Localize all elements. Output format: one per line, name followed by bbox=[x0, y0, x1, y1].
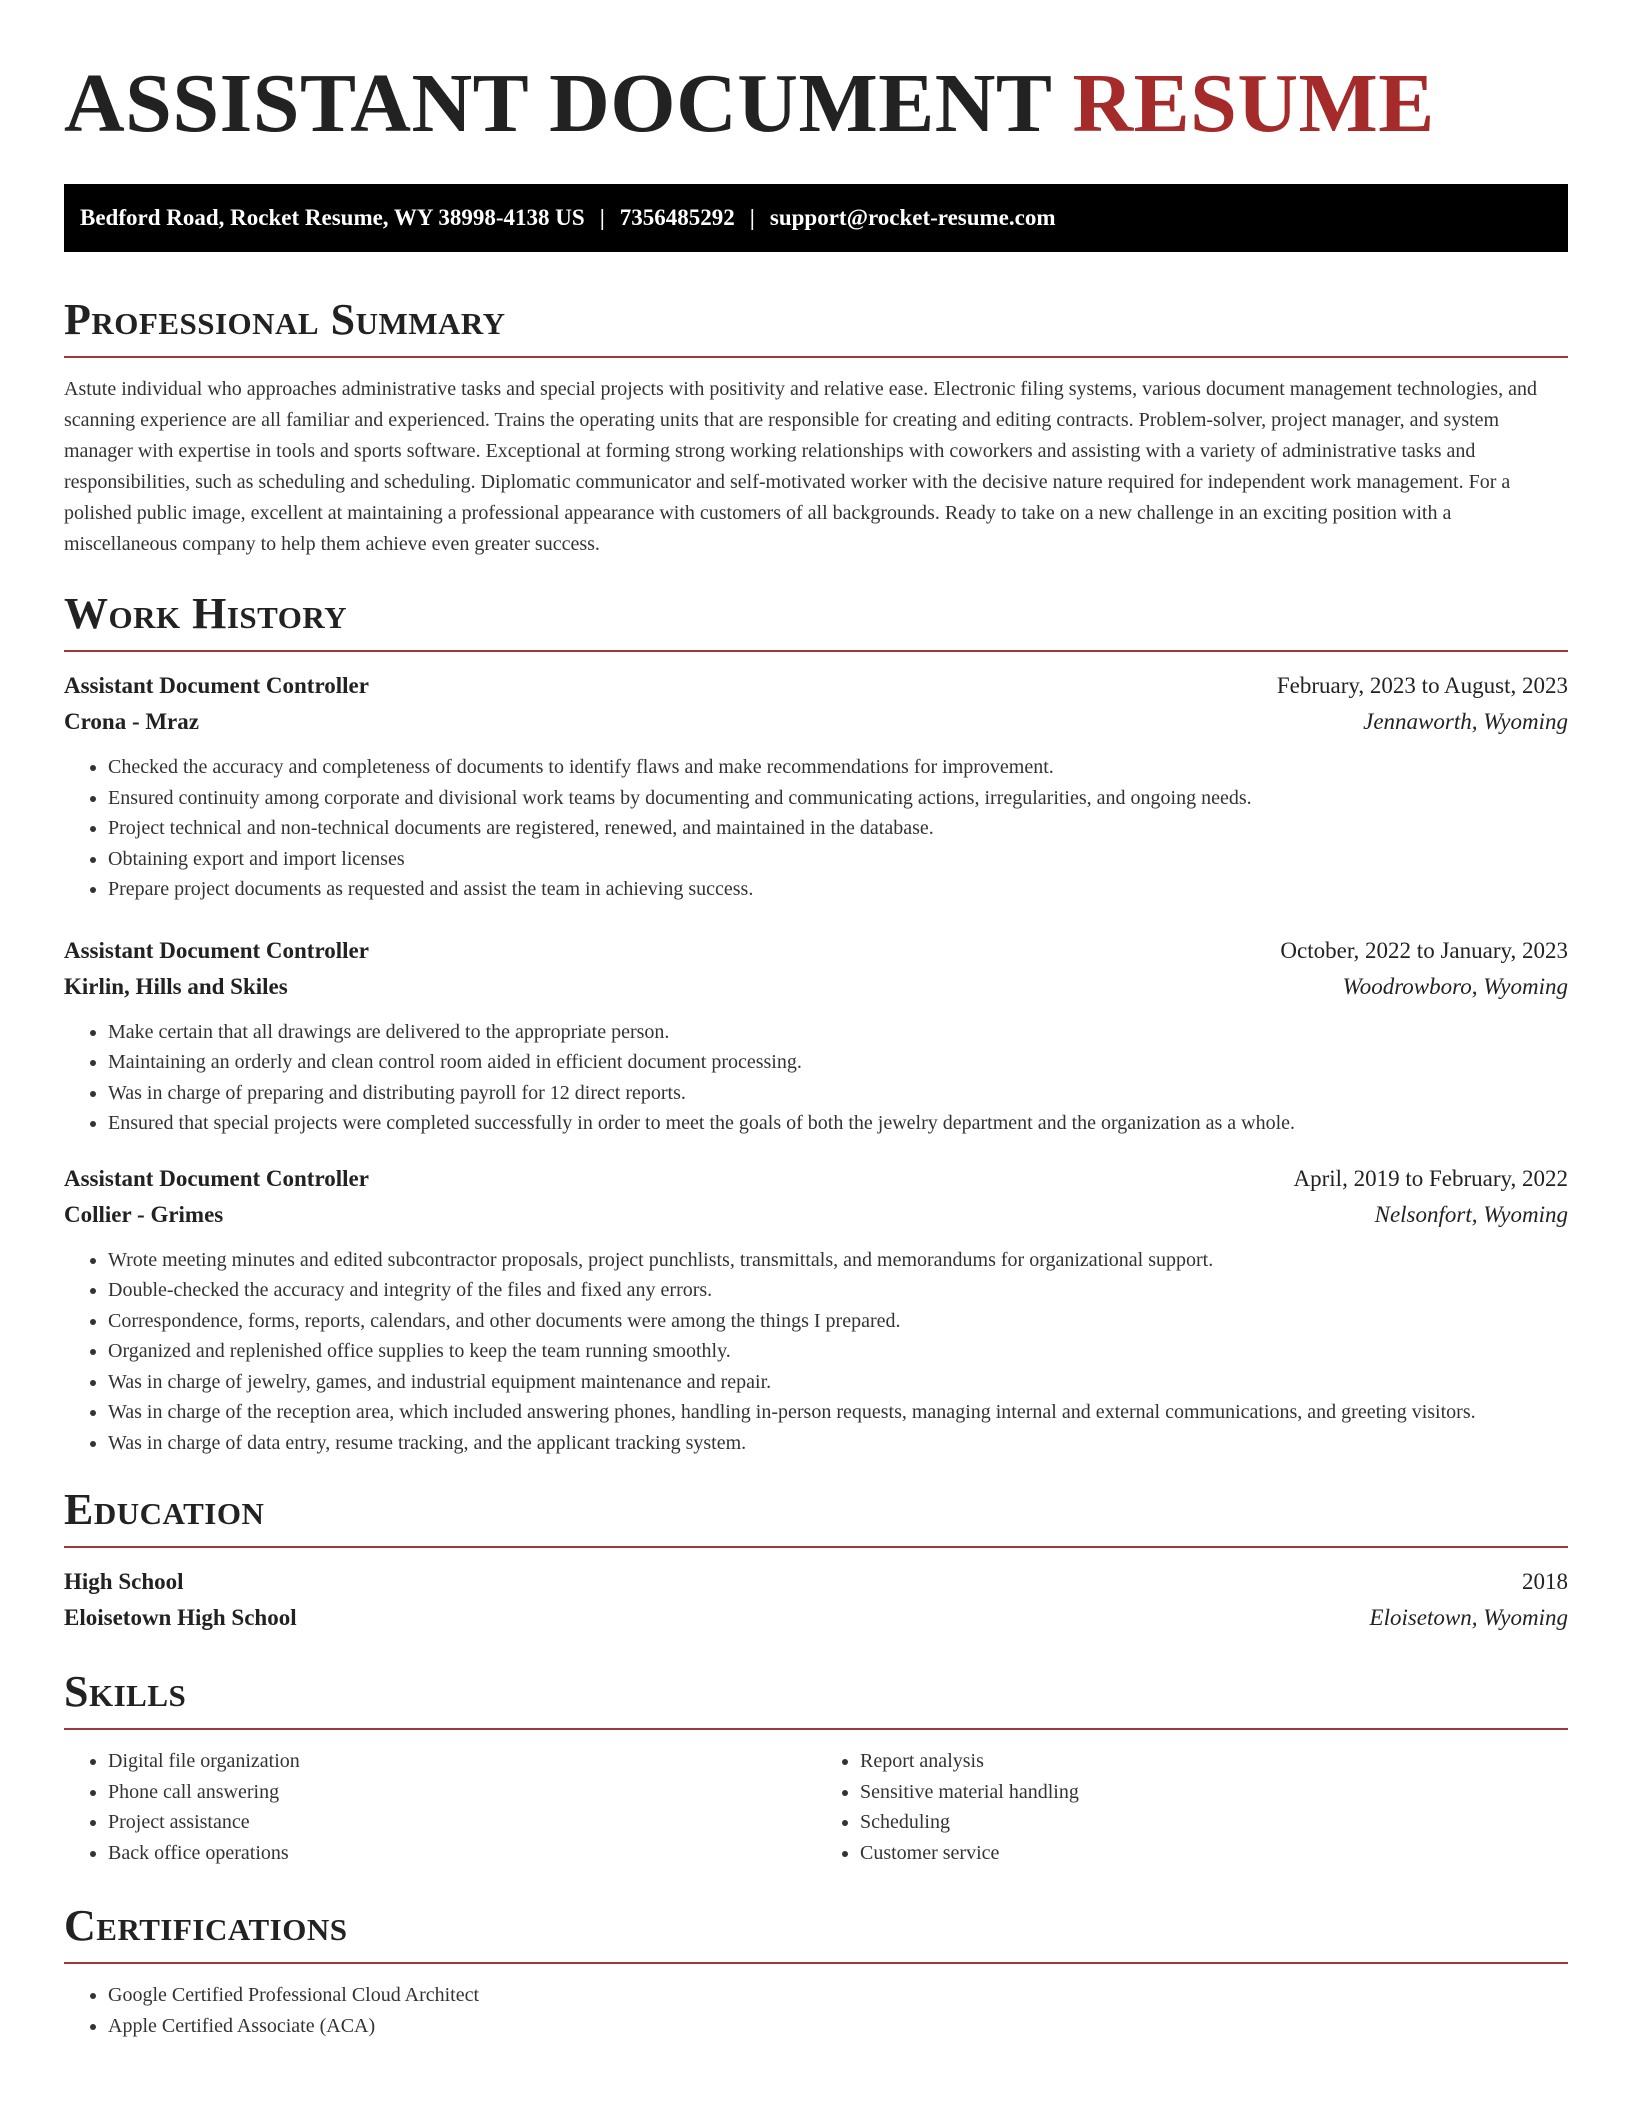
list-item: • Digital file organization bbox=[108, 1746, 816, 1777]
resume-title bbox=[64, 0, 1568, 150]
list-item: • Was in charge of the reception area, which included answering phones, handling in-person requests, managing internal and external communications, and greeting visitors. bbox=[108, 1397, 1568, 1428]
education-location: Eloisetown, Wyoming bbox=[1369, 1605, 1568, 1630]
list-item: • Was in charge of preparing and distributing payroll for 12 direct reports. bbox=[108, 1078, 1568, 1109]
title-main: ASSISTANT DOCUMENT bbox=[64, 57, 1051, 150]
skills-list bbox=[64, 1746, 1568, 1868]
phone: 7356485292 bbox=[619, 205, 735, 230]
education-heading: Education bbox=[64, 1485, 265, 1534]
job-entry bbox=[64, 933, 1568, 1139]
job-location: Jennaworth, Wyoming bbox=[1363, 709, 1568, 734]
work-history-heading: Work History bbox=[64, 589, 348, 638]
list-item: • Prepare project documents as requested and assist the team in achieving success. bbox=[108, 874, 1568, 905]
skills-column-right bbox=[816, 1746, 1568, 1868]
list-item: • Report analysis bbox=[860, 1746, 1568, 1777]
separator: | bbox=[599, 205, 605, 230]
list-item: • Ensured that special projects were completed successfully in order to meet the goals of both the jewelry department and the organization as a whole. bbox=[108, 1108, 1568, 1139]
resume-page bbox=[64, 0, 1568, 2041]
section-divider bbox=[64, 356, 1568, 358]
skills-column-left bbox=[64, 1746, 816, 1868]
list-item: • Sensitive material handling bbox=[860, 1777, 1568, 1808]
section-divider bbox=[64, 1962, 1568, 1964]
education-school: Eloisetown High School bbox=[64, 1605, 297, 1630]
education-header bbox=[64, 1564, 1568, 1600]
job-subheader bbox=[64, 969, 1568, 1005]
education-year: 2018 bbox=[1522, 1569, 1568, 1594]
list-item: • Project assistance bbox=[108, 1807, 816, 1838]
job-location: Nelsonfort, Wyoming bbox=[1374, 1201, 1568, 1227]
title-accent: RESUME bbox=[1072, 57, 1435, 150]
education-entry bbox=[64, 1564, 1568, 1636]
list-item: • Phone call answering bbox=[108, 1777, 816, 1808]
list-item: • Maintaining an orderly and clean control room aided in efficient document processing. bbox=[108, 1047, 1568, 1078]
list-item: • Obtaining export and import licenses bbox=[108, 844, 1568, 875]
list-item: • Was in charge of jewelry, games, and industrial equipment maintenance and repair. bbox=[108, 1367, 1568, 1398]
job-dates: April, 2019 to February, 2022 bbox=[1293, 1165, 1568, 1191]
list-item: • Customer service bbox=[860, 1838, 1568, 1869]
certifications-list bbox=[64, 1980, 1568, 2041]
job-company: Kirlin, Hills and Skiles bbox=[64, 973, 288, 999]
list-item: • Double-checked the accuracy and integrity of the files and fixed any errors. bbox=[108, 1275, 1568, 1306]
education-subheader bbox=[64, 1600, 1568, 1636]
job-dates: February, 2023 to August, 2023 bbox=[1276, 673, 1568, 698]
skills-heading: Skills bbox=[64, 1667, 187, 1716]
education-degree: High School bbox=[64, 1569, 184, 1594]
list-item: • Correspondence, forms, reports, calendars, and other documents were among the things I prepared. bbox=[108, 1306, 1568, 1337]
list-item: • Organized and replenished office supplies to keep the team running smoothly. bbox=[108, 1336, 1568, 1367]
email: support@rocket-resume.com bbox=[769, 205, 1056, 230]
job-company: Crona - Mraz bbox=[64, 709, 199, 734]
section-divider bbox=[64, 650, 1568, 652]
list-item: • Checked the accuracy and completeness of documents to identify flaws and make recommendations for improvement. bbox=[108, 752, 1568, 783]
list-item: • Project technical and non-technical documents are registered, renewed, and maintained in the database. bbox=[108, 813, 1568, 844]
certifications-heading: Certifications bbox=[64, 1901, 348, 1950]
section-divider bbox=[64, 1728, 1568, 1730]
list-item: • Wrote meeting minutes and edited subcontractor proposals, project punchlists, transmittals, and memorandums for organizational support. bbox=[108, 1245, 1568, 1276]
list-item: • Back office operations bbox=[108, 1838, 816, 1869]
job-subheader bbox=[64, 704, 1568, 740]
job-entry bbox=[64, 668, 1568, 905]
job-subheader bbox=[64, 1197, 1568, 1233]
job-entry bbox=[64, 1161, 1568, 1459]
separator: | bbox=[749, 205, 755, 230]
job-dates: October, 2022 to January, 2023 bbox=[1280, 937, 1568, 963]
list-item: • Apple Certified Associate (ACA) bbox=[108, 2011, 1568, 2042]
job-duties bbox=[64, 1245, 1568, 1459]
list-item: • Ensured continuity among corporate and divisional work teams by documenting and communicating actions, irregularities, and ongoing needs. bbox=[108, 783, 1568, 814]
job-duties bbox=[64, 752, 1568, 905]
summary-heading: Professional Summary bbox=[64, 295, 506, 344]
list-item: • Scheduling bbox=[860, 1807, 1568, 1838]
list-item: • Make certain that all drawings are delivered to the appropriate person. bbox=[108, 1017, 1568, 1048]
job-duties bbox=[64, 1017, 1568, 1139]
contact-bar bbox=[64, 184, 1568, 252]
job-header bbox=[64, 668, 1568, 704]
job-header bbox=[64, 1161, 1568, 1197]
address: Bedford Road, Rocket Resume, WY 38998-4138 US bbox=[80, 205, 585, 230]
job-header bbox=[64, 933, 1568, 969]
job-title: Assistant Document Controller bbox=[64, 1165, 369, 1191]
job-location: Woodrowboro, Wyoming bbox=[1342, 973, 1568, 999]
job-company: Collier - Grimes bbox=[64, 1201, 224, 1227]
section-divider bbox=[64, 1546, 1568, 1548]
job-title: Assistant Document Controller bbox=[64, 937, 369, 963]
summary-text: Astute individual who approaches administrative tasks and special projects with positivity and relative ease. Electronic filing systems, various document management technologies, and scanning experience are all familiar and experienced. Trains the operating units that are responsible for creating and editing contracts. Problem-solver, project manager, and system manager with expertise in tools and sports software. Exceptional at forming strong working relationships with coworkers and assisting with a variety of administrative tasks and responsibilities, such as scheduling and scheduling. Diplomatic communicator and self-motivated worker with the decisive nature required for independent work management. For a polished public image, excellent at maintaining a professional appearance with customers of all backgrounds. Ready to take on a new challenge in an exciting position with a miscellaneous company to help them achieve even greater success. bbox=[64, 378, 1537, 555]
job-title: Assistant Document Controller bbox=[64, 673, 369, 698]
list-item: • Was in charge of data entry, resume tracking, and the applicant tracking system. bbox=[108, 1428, 1568, 1459]
list-item: • Google Certified Professional Cloud Architect bbox=[108, 1980, 1568, 2011]
